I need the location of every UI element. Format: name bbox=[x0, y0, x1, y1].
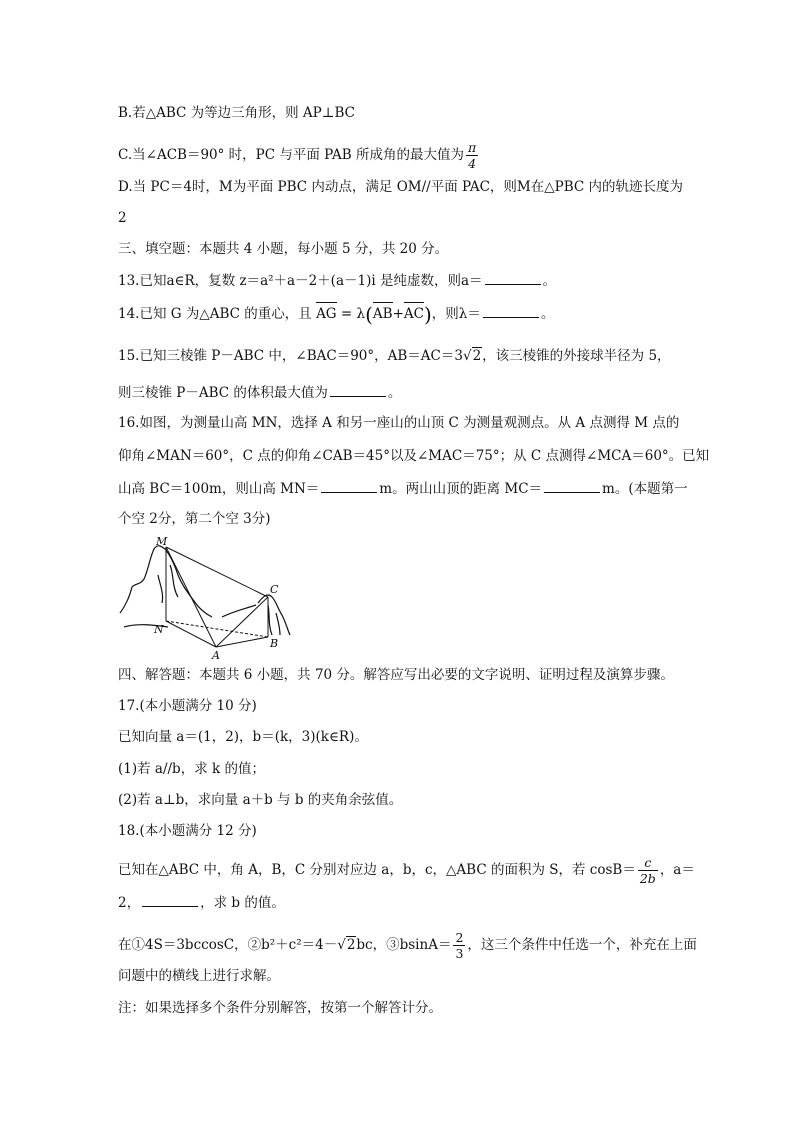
label-a: A bbox=[212, 649, 220, 660]
right-mountain bbox=[258, 595, 290, 635]
fraction-c-2b: $\frac{c}{2b}$ bbox=[639, 855, 656, 886]
sqrt: √2 bbox=[462, 348, 482, 364]
question-15-line2: 则三棱锥 P－ABC 的体积最大值为 。 bbox=[118, 385, 402, 401]
distant-ridge bbox=[222, 605, 256, 617]
left-mountain-shading bbox=[158, 565, 178, 603]
question-15-line1: 15.已知三棱锥 P－ABC 中，∠BAC＝90°，AB＝AC＝3√2，该三棱锥的外接球半径为 5， bbox=[118, 348, 671, 364]
section-3-heading: 三、填空题：本题共 4 小题，每小题 5 分，共 20 分。 bbox=[118, 241, 449, 257]
question-18-header: 18.(本小题满分 12 分) bbox=[118, 823, 257, 839]
segment-ca bbox=[216, 597, 268, 647]
question-17-line2: (1)若 a//b，求 k 的值； bbox=[118, 761, 265, 777]
label-n: N bbox=[154, 623, 164, 636]
option-d-line2: 2 bbox=[118, 210, 127, 226]
answer-blank bbox=[544, 479, 600, 493]
vector-ag: AG bbox=[316, 306, 337, 322]
option-b: B.若△ABC 为等边三角形，则 AP⊥BC bbox=[118, 105, 355, 121]
option-d-line1: D.当 PC＝4时，M为平面 PBC 内动点，满足 OM//平面 PAC，则M在△PBC 内的轨迹长度为 bbox=[118, 179, 683, 195]
fraction-2-3: $\frac{2}{3}$ bbox=[455, 930, 464, 961]
question-14: 14.已知 G 为△ABC 的重心，且 AG = λ(AB+AC)，则λ＝ 。 bbox=[118, 302, 555, 327]
answer-blank bbox=[485, 271, 541, 285]
question-16-line1: 16.如图，为测量山高 MN，选择 A 和另一座山的山顶 C 为测量观测点。从 A 点测得 M 点的 bbox=[118, 415, 680, 431]
note: 注：如果选择多个条件分别解答，按第一个解答计分。 bbox=[118, 1000, 442, 1016]
sqrt: √2 bbox=[337, 937, 356, 953]
question-17-line1: 已知向量 a＝(1，2)，b＝(k，3)(k∈R)。 bbox=[118, 729, 368, 745]
question-16-line3: 山高 BC＝100m，则山高 MN＝ m。两山山顶的距离 MC＝ m。(本题第一 bbox=[118, 481, 688, 497]
question-18-line2: 2， ，求 b 的值。 bbox=[118, 895, 285, 911]
question-16-line4: 个空 2分，第二个空 3分) bbox=[118, 511, 271, 527]
question-17-line3: (2)若 a⊥b，求向量 a＋b 与 b 的夹角余弦值。 bbox=[118, 792, 403, 808]
question-18-line4: 问题中的横线上进行求解。 bbox=[118, 968, 280, 984]
answer-blank bbox=[321, 479, 377, 493]
question-17-header: 17.(本小题满分 10 分) bbox=[118, 698, 257, 714]
segment-ma bbox=[166, 547, 216, 647]
segment-mc bbox=[166, 547, 268, 597]
question-16-line2: 仰角∠MAN＝60°，C 点的仰角∠CAB＝45°以及∠MAC＝75°；从 C 点测得∠MCA＝60°。已知 bbox=[118, 448, 710, 464]
mountain-figure bbox=[118, 535, 298, 660]
answer-blank bbox=[330, 383, 386, 397]
option-c bbox=[118, 140, 480, 171]
vector-ab: AB bbox=[372, 306, 393, 322]
question-18-line1: 已知在△ABC 中，角 A，B，C 分别对应边 a，b，c，△ABC 的面积为 S，若 cosB＝ $\frac{c}{2b}$ ，a＝ bbox=[118, 855, 695, 886]
vector-ac: AC bbox=[403, 306, 424, 322]
segment-ab bbox=[216, 637, 268, 647]
label-c: C bbox=[270, 583, 279, 596]
answer-blank bbox=[483, 304, 539, 318]
question-13: 13.已知a∈R，复数 z＝a²＋a－2＋(a－1)i 是纯虚数，则a＝ 。 bbox=[118, 273, 557, 289]
right-mountain-shading bbox=[268, 605, 280, 635]
fraction-pi-4: $\frac{\pi}{4}$ bbox=[467, 140, 477, 171]
label-m: M bbox=[156, 535, 168, 548]
answer-blank bbox=[142, 893, 198, 907]
section-4-heading: 四、解答题：本题共 6 小题，共 70 分。解答应写出必要的文字说明、证明过程及演算步骤。 bbox=[118, 667, 674, 683]
label-b: B bbox=[270, 637, 279, 650]
option-c-text: C.当∠ACB＝90° 时，PC 与平面 PAB 所成角的最大值为 bbox=[118, 147, 464, 163]
question-18-line3: 在①4S＝3bccosC，②b²＋c²＝4－√2bc，③bsinA＝ $\frac{2}{3}$ ，这三个条件中任选一个，补充在上面 bbox=[118, 930, 697, 961]
